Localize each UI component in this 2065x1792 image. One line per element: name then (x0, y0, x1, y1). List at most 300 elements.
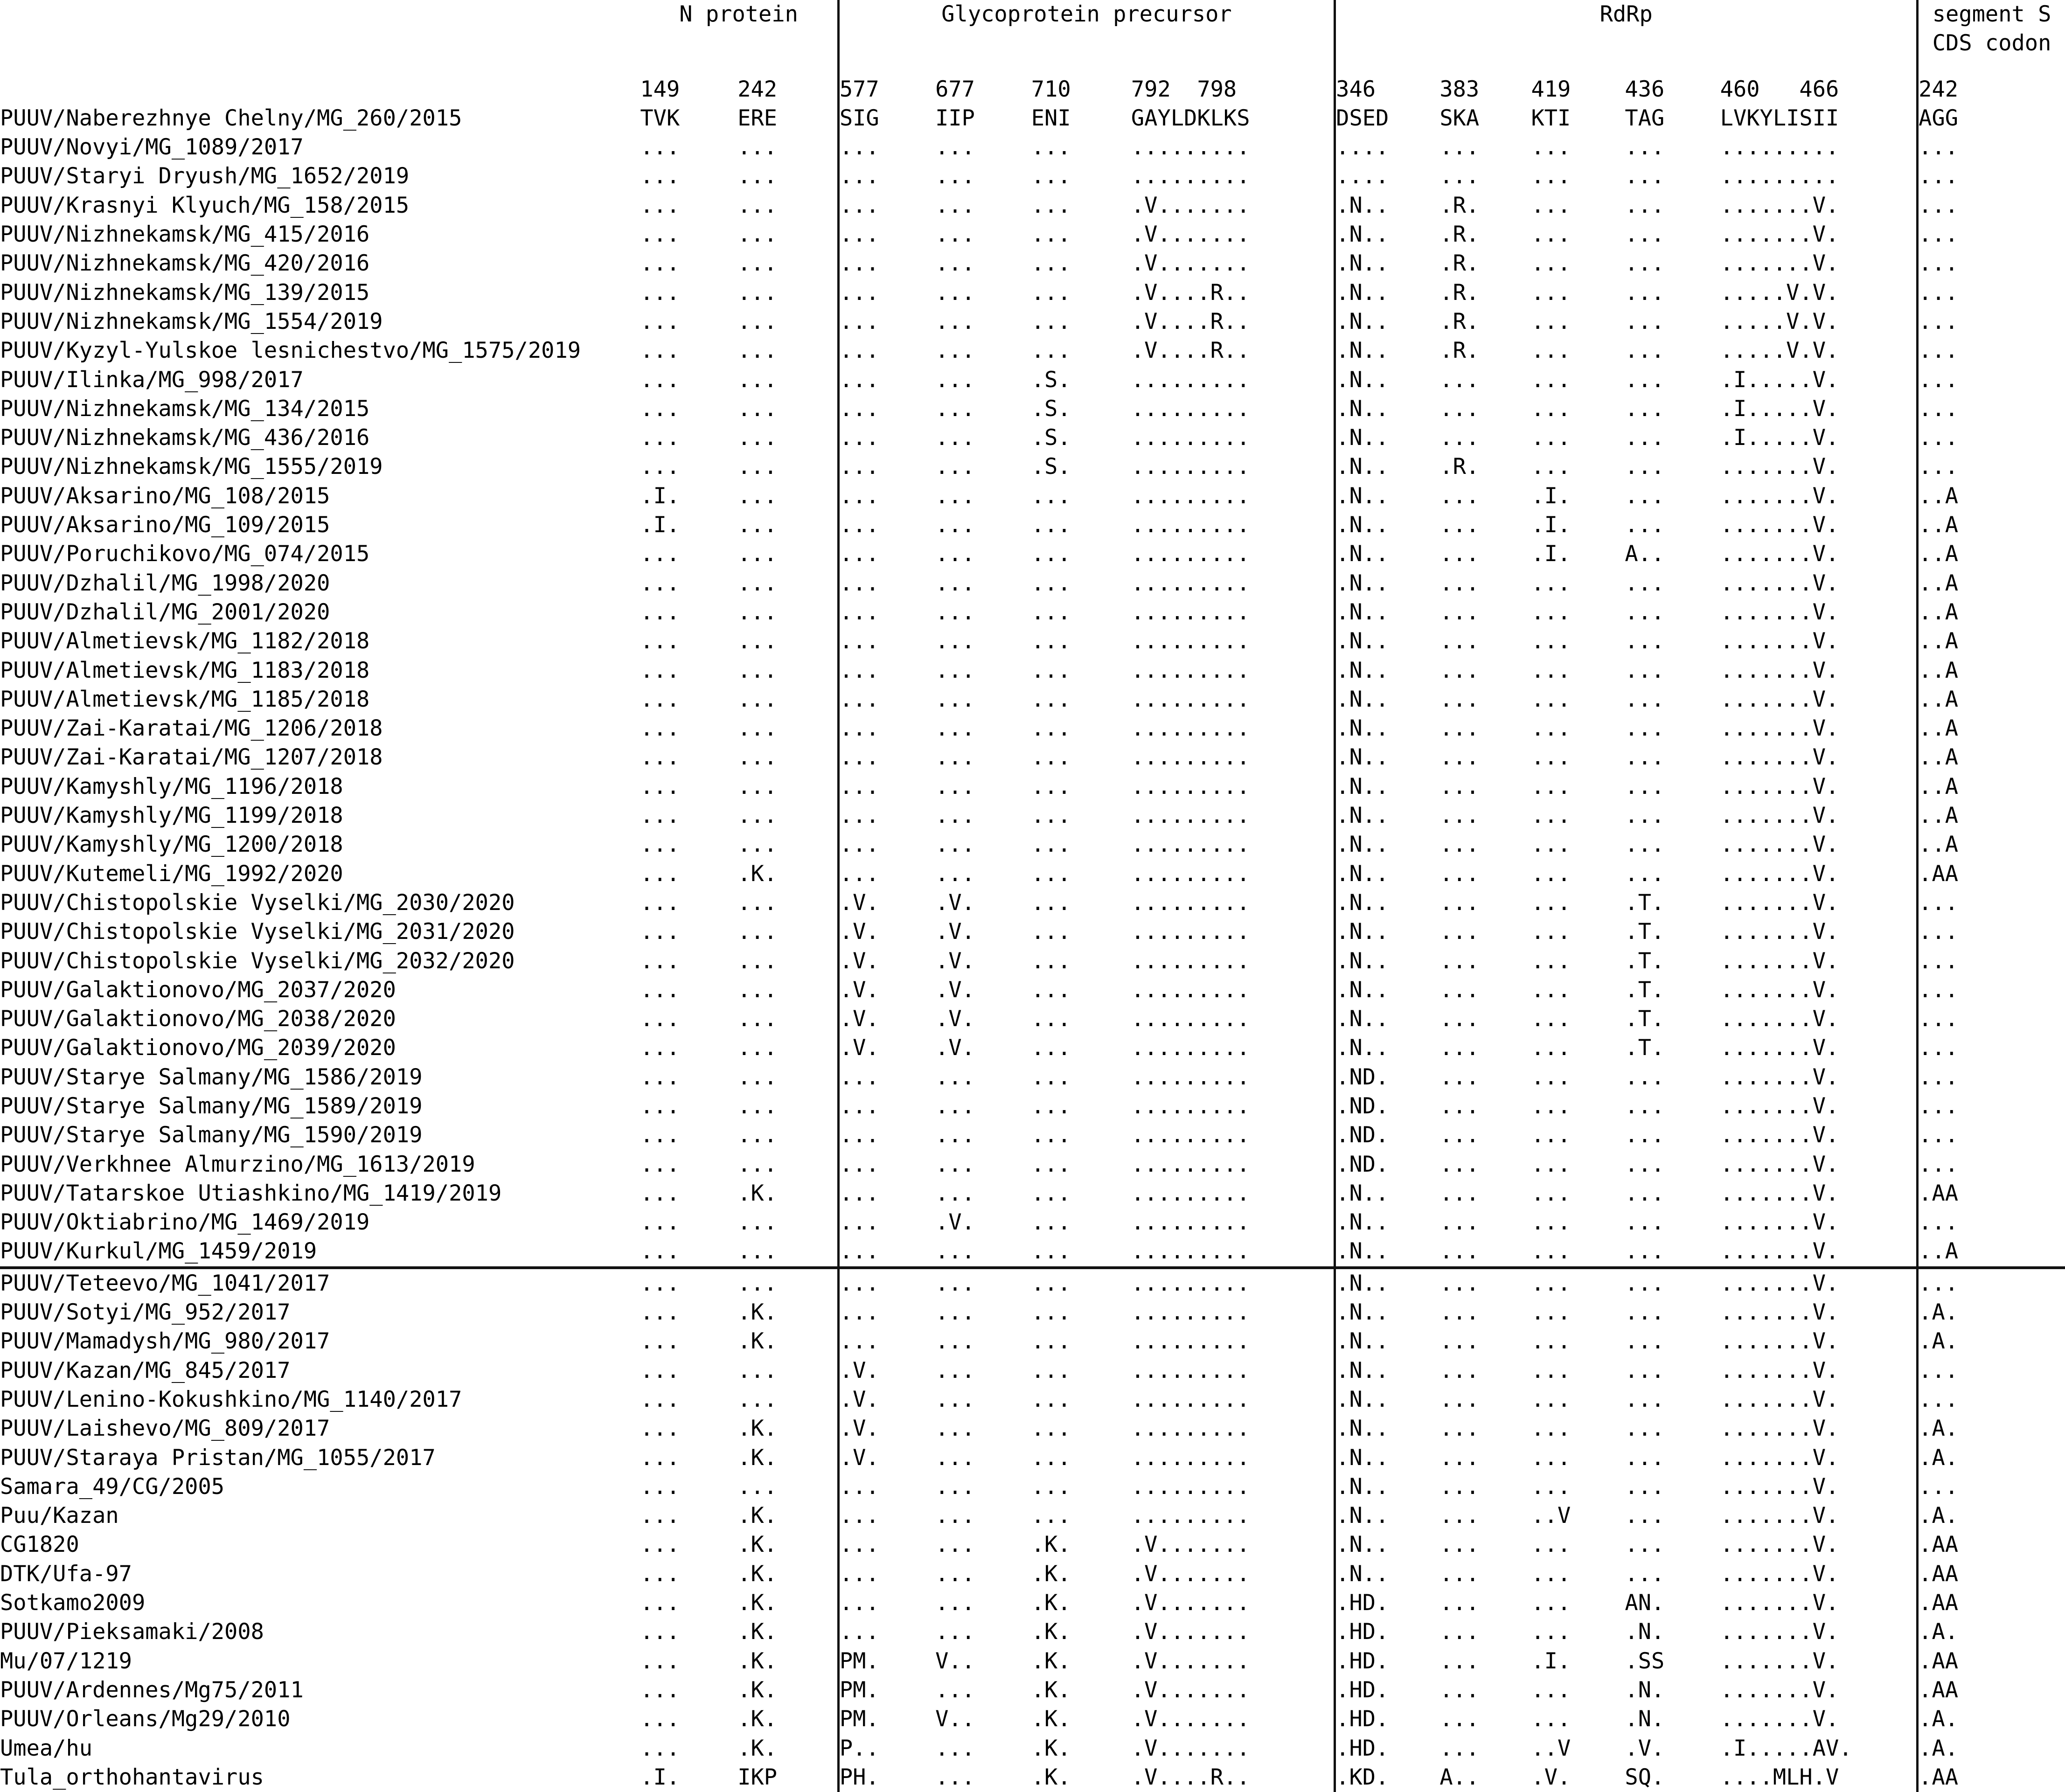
strain-name: PUUV/Dzhalil/MG_1998/2020 (0, 570, 330, 596)
alignment-row (0, 685, 2065, 714)
residue-cell: ... (1918, 424, 2065, 452)
alignment-row (0, 1676, 2065, 1705)
residue-cell: ... (640, 1473, 680, 1500)
residue-cell: .......V. (1720, 541, 1839, 567)
residue-cell: ......... (1131, 396, 1250, 422)
residue-cell: ... (1439, 948, 1480, 974)
residue-cell: ... (737, 367, 778, 393)
alignment-row (0, 482, 2065, 511)
residue-cell: ... (1531, 1209, 1571, 1236)
alignment-row (0, 1327, 2065, 1356)
residue-cell: .K. (1031, 1532, 1071, 1558)
alignment-row (0, 1763, 2065, 1792)
alignment-row (0, 452, 2065, 481)
alignment-row (0, 1560, 2065, 1589)
residue-cell: SQ. (1625, 1764, 1665, 1790)
residue-cell: ... (1531, 134, 1571, 160)
residue-cell: .......V. (1720, 1648, 1839, 1674)
residue-cell: ... (1531, 1590, 1571, 1616)
residue-cell: .K. (1031, 1590, 1071, 1616)
residue-cell: ... (838, 860, 935, 889)
residue-cell: .I. (1531, 483, 1571, 509)
residue-cell: ... (737, 396, 778, 422)
residue-cell: .K. (737, 861, 778, 887)
residue-cell: ... (640, 1706, 680, 1732)
residue-cell: ..A (1918, 482, 2065, 511)
residue-cell: ... (1531, 889, 1571, 916)
residue-cell: ... (1625, 1416, 1665, 1442)
residue-cell: .N. (1625, 1677, 1665, 1703)
residue-cell: ... (1439, 977, 1480, 1003)
residue-cell: .HD. (1335, 1647, 1440, 1676)
residue-cell: .......V. (1720, 1209, 1839, 1236)
residue-cell: .T. (1625, 919, 1665, 945)
residue-cell: ... (737, 541, 778, 567)
strain-name: PUUV/Nizhnekamsk/MG_415/2016 (0, 222, 370, 248)
residue-cell: ... (737, 163, 778, 189)
residue-cell: ... (935, 1561, 975, 1587)
residue-cell: ... (838, 452, 935, 481)
residue-cell: ... (1625, 1503, 1665, 1529)
residue-cell: ... (1031, 134, 1071, 160)
residue-cell: .A. (1918, 1705, 2065, 1734)
residue-cell: ... (935, 1473, 975, 1500)
residue-cell: PM. (838, 1676, 935, 1705)
residue-cell: ... (1439, 512, 1480, 538)
residue-cell: .V. (935, 1006, 975, 1032)
residue-cell: .....V.V. (1720, 338, 1839, 364)
residue-cell: ... (1531, 773, 1571, 799)
residue-cell: .N.. (1335, 452, 1440, 481)
residue-cell: V.. (935, 1648, 975, 1674)
residue-cell: .N. (1625, 1619, 1665, 1645)
residue-cell: .V. (838, 976, 935, 1005)
residue-cell: ......... (1131, 570, 1250, 596)
residue-cell: ... (1031, 948, 1071, 974)
residue-cell: .V. (838, 1356, 935, 1385)
residue-cell: ... (1439, 1093, 1480, 1119)
residue-cell: ... (1439, 1648, 1480, 1674)
residue-cell: .......V. (1720, 1590, 1839, 1616)
strain-name: PUUV/Galaktionovo/MG_2038/2020 (0, 1006, 396, 1032)
residue-cell: .......V. (1720, 454, 1839, 480)
residue-cell: .......V. (1720, 483, 1839, 509)
alignment-row (0, 1034, 2065, 1063)
alignment-row (0, 1121, 2065, 1150)
residue-cell: .N.. (1335, 1530, 1440, 1559)
residue-cell: ... (838, 307, 935, 336)
residue-cell: ... (935, 1386, 975, 1412)
residue-cell: ... (1625, 512, 1665, 538)
group-header-row-2 (0, 29, 2065, 58)
residue-cell: ... (640, 773, 680, 799)
residue-cell: ... (935, 192, 975, 218)
residue-cell: .......V. (1720, 222, 1839, 248)
residue-cell: ... (1918, 1472, 2065, 1501)
residue-cell: ... (640, 686, 680, 712)
residue-cell: .......V. (1720, 977, 1839, 1003)
residue-cell: ... (1625, 861, 1665, 887)
residue-cell: SIG (838, 104, 935, 133)
residue-cell: ......... (1131, 889, 1250, 916)
residue-cell: .A. (1918, 1298, 2065, 1327)
residue-cell: ... (640, 1237, 737, 1267)
residue-cell: ... (1439, 1416, 1480, 1442)
residue-cell: ... (935, 1764, 975, 1790)
residue-cell: ... (838, 1179, 935, 1208)
residue-cell: ... (1031, 861, 1071, 887)
residue-cell: ... (1531, 832, 1571, 858)
residue-cell: ... (1531, 308, 1571, 334)
residue-cell: .......V. (1720, 1237, 1918, 1267)
strain-name: PUUV/Mamadysh/MG_980/2017 (0, 1328, 330, 1354)
residue-cell: .......V. (1720, 889, 1839, 916)
alignment-row (0, 1005, 2065, 1034)
residue-cell: ......... (1131, 1035, 1250, 1061)
residue-cell: .V. (838, 1385, 935, 1414)
residue-cell: .V. (838, 889, 935, 917)
residue-cell: ... (1531, 919, 1571, 945)
residue-cell: ... (1918, 1385, 2065, 1414)
residue-cell: ... (737, 338, 778, 364)
residue-cell: ... (1031, 338, 1071, 364)
residue-cell: .V. (838, 1034, 935, 1063)
residue-cell: .......V. (1720, 1416, 1839, 1442)
alignment-row (0, 1530, 2065, 1559)
residue-cell: .......V. (1720, 1006, 1839, 1032)
alignment-row (0, 772, 2065, 801)
residue-cell: .K. (1031, 1764, 1071, 1790)
residue-cell: .......V. (1720, 1299, 1839, 1326)
position-577: 577 (838, 75, 935, 104)
residue-cell: ... (640, 657, 680, 683)
residue-cell: ... (1531, 1706, 1571, 1732)
residue-cell: ... (1439, 686, 1480, 712)
residue-cell: .......V. (1720, 1532, 1839, 1558)
strain-name: PUUV/Kyzyl-Yulskoe lesnichestvo/MG_1575/2019 (0, 338, 581, 364)
residue-cell: .N. (1625, 1706, 1665, 1732)
residue-cell: TVK (640, 105, 680, 131)
residue-cell: ... (1918, 1208, 2065, 1237)
residue-cell: ... (838, 1298, 935, 1327)
residue-cell: ... (935, 1677, 975, 1703)
residue-cell: ... (1918, 395, 2065, 424)
residue-cell: PM. (838, 1647, 935, 1676)
residue-cell: ... (1439, 1619, 1480, 1645)
residue-cell: .K. (737, 1445, 778, 1471)
residue-cell: ... (1439, 657, 1480, 683)
residue-cell: ... (1531, 1270, 1571, 1296)
residue-cell: .N.. (1335, 947, 1440, 976)
residue-cell: .AA (1918, 1647, 2065, 1676)
residue-cell: .V....... (1131, 1706, 1250, 1732)
alignment-row (0, 627, 2065, 656)
residue-cell: ... (1439, 1064, 1480, 1090)
residue-cell: .N.. (1335, 1237, 1440, 1267)
strain-name: PUUV/Verkhnee Almurzino/MG_1613/2019 (0, 1151, 475, 1177)
strain-name: PUUV/Kamyshly/MG_1199/2018 (0, 803, 343, 829)
residue-cell: ... (1531, 1180, 1571, 1206)
residue-cell: ... (838, 772, 935, 801)
alignment-row (0, 511, 2065, 540)
strain-name: Sotkamo2009 (0, 1590, 146, 1616)
residue-cell: ... (737, 1473, 778, 1500)
residue-cell: .......V. (1720, 1122, 1839, 1148)
residue-cell: .......V. (1720, 1328, 1839, 1354)
residue-cell: ... (1031, 192, 1071, 218)
residue-cell: ... (1918, 1356, 2065, 1385)
residue-cell: ... (935, 541, 975, 567)
residue-cell: .......V. (1720, 1503, 1839, 1529)
residue-cell: ......... (1131, 1093, 1250, 1119)
residue-cell: ... (935, 1328, 975, 1354)
residue-cell: ......... (1131, 861, 1250, 887)
residue-cell: ... (1918, 1005, 2065, 1034)
strain-name: PUUV/Zai-Karatai/MG_1206/2018 (0, 715, 383, 742)
spacer-cell-c (1335, 58, 1918, 75)
residue-cell: ... (1625, 1445, 1665, 1471)
alignment-row (0, 1208, 2065, 1237)
residue-cell: ... (640, 1151, 680, 1177)
residue-cell: ... (737, 686, 778, 712)
residue-cell: .S. (1031, 454, 1071, 480)
residue-cell: .......V. (1720, 657, 1839, 683)
strain-name: Samara_49/CG/2005 (0, 1473, 225, 1500)
residue-cell: ERE (737, 105, 778, 131)
residue-cell: ... (1625, 570, 1665, 596)
residue-cell: .V....... (1131, 1677, 1250, 1703)
residue-cell: ... (1439, 628, 1480, 654)
residue-cell: ... (935, 163, 975, 189)
residue-cell: .V. (838, 917, 935, 946)
residue-cell: ... (1625, 1122, 1665, 1148)
alignment-row (0, 540, 2065, 569)
residue-cell: ......... (1131, 919, 1250, 945)
residue-cell: ... (1031, 279, 1071, 306)
residue-cell: .S. (1031, 425, 1071, 451)
residue-cell: .V. (1625, 1735, 1665, 1761)
residue-cell: .......V. (1720, 1386, 1839, 1412)
residue-cell: SKA (1439, 105, 1480, 131)
strain-name: PUUV/Chistopolskie Vyselki/MG_2031/2020 (0, 919, 515, 945)
residue-cell: ... (1439, 425, 1480, 451)
residue-cell: ... (935, 1619, 975, 1645)
strain-name: PUUV/Aksarino/MG_108/2015 (0, 483, 330, 509)
residue-cell: ... (737, 948, 778, 974)
residue-cell: .V....... (1131, 1619, 1250, 1645)
residue-cell: ... (737, 889, 778, 916)
residue-cell: ... (1031, 1093, 1071, 1119)
residue-cell: ..A (1918, 540, 2065, 569)
position-segment-s-242: 242 (1918, 75, 2065, 104)
residue-cell: .......V. (1720, 832, 1839, 858)
residue-cell: .V....R.. (1131, 308, 1250, 334)
residue-cell: ... (640, 599, 680, 625)
residue-cell: ... (935, 222, 975, 248)
residue-cell: ... (1031, 1180, 1071, 1206)
alignment-row (0, 743, 2065, 772)
residue-cell: ... (640, 134, 680, 160)
residue-cell: ... (1531, 1035, 1571, 1061)
residue-cell: .AA (1918, 1676, 2065, 1705)
residue-cell: .HD. (1335, 1676, 1440, 1705)
residue-cell: .......V. (1720, 1619, 1839, 1645)
residue-cell: ......... (1131, 628, 1250, 654)
residue-cell: ... (935, 1064, 975, 1090)
residue-cell: ... (838, 1237, 935, 1267)
residue-cell: ... (1531, 715, 1571, 742)
residue-cell: ... (1439, 715, 1480, 742)
position-149: 149 (640, 76, 680, 102)
residue-cell: ... (1439, 1735, 1480, 1761)
residue-cell: ....MLH.V (1720, 1764, 1839, 1790)
residue-cell: .V....... (1131, 1735, 1250, 1761)
header-spacer-row (0, 58, 2065, 75)
alignment-row (0, 598, 2065, 627)
residue-cell: ... (1031, 1299, 1071, 1326)
residue-cell: .V....... (1131, 1590, 1250, 1616)
alignment-row (0, 714, 2065, 743)
residue-cell: ... (737, 1151, 778, 1177)
residue-cell: ... (1031, 483, 1071, 509)
residue-cell: ......... (1131, 832, 1250, 858)
residue-cell: .R. (1439, 338, 1480, 364)
position-383: 383 (1439, 76, 1480, 102)
residue-cell: ... (838, 220, 935, 249)
residue-cell: ... (1031, 1445, 1071, 1471)
residue-cell: .T. (1625, 889, 1665, 916)
residue-cell: .N.. (1335, 598, 1440, 627)
residue-cell: .N.. (1335, 1414, 1440, 1443)
residue-cell: ... (640, 163, 680, 189)
residue-cell: ... (1031, 570, 1071, 596)
residue-cell: ... (640, 570, 680, 596)
residue-cell: .ND. (1335, 1121, 1440, 1150)
residue-cell: ... (838, 1121, 935, 1150)
residue-cell: .V....R.. (1131, 1764, 1250, 1790)
residue-cell: ... (1531, 1237, 1625, 1267)
residue-cell: ... (1531, 425, 1571, 451)
residue-cell: .SS (1625, 1648, 1665, 1674)
residue-cell: ... (935, 1270, 975, 1296)
residue-cell: ... (1439, 1561, 1480, 1587)
residue-cell: ... (1031, 1122, 1071, 1148)
residue-cell: ... (640, 1357, 680, 1383)
residue-cell: .N.. (1335, 1179, 1440, 1208)
residue-cell: ... (640, 803, 680, 829)
residue-cell: ... (935, 1445, 975, 1471)
residue-cell: .N.. (1335, 917, 1440, 946)
residue-cell: ... (1531, 570, 1571, 596)
residue-cell: ... (1531, 1445, 1571, 1471)
residue-cell: .K. (1031, 1619, 1071, 1645)
residue-cell: ... (1439, 599, 1480, 625)
residue-cell: .......V. (1720, 744, 1839, 771)
residue-cell: .K. (737, 1180, 778, 1206)
residue-cell: .N.. (1335, 395, 1440, 424)
residue-cell: ......... (1131, 744, 1250, 771)
residue-cell: .......V. (1720, 715, 1839, 742)
residue-cell: .N.. (1335, 685, 1440, 714)
residue-cell: ... (640, 1122, 680, 1148)
residue-cell: .V....... (1131, 192, 1250, 218)
alignment-row (0, 830, 2065, 859)
alignment-row (0, 889, 2065, 917)
residue-cell: ... (1439, 803, 1480, 829)
residue-cell: ... (737, 773, 778, 799)
residue-cell: ... (640, 1416, 680, 1442)
residue-cell: .R. (1439, 279, 1480, 306)
spacer-cell-d (1918, 58, 2065, 75)
residue-cell: ... (640, 1328, 680, 1354)
residue-cell: ... (1531, 250, 1571, 277)
alignment-row (0, 249, 2065, 278)
alignment-row (0, 801, 2065, 830)
residue-cell: ......... (1131, 1416, 1250, 1442)
residue-cell: .K. (737, 1735, 778, 1761)
residue-cell: .HD. (1335, 1589, 1440, 1618)
residue-cell: ... (737, 308, 778, 334)
residue-cell: ... (1531, 861, 1571, 887)
residue-cell: ... (1918, 889, 2065, 917)
strain-name: PUUV/Almetievsk/MG_1182/2018 (0, 628, 370, 654)
residue-cell: ... (640, 250, 680, 277)
residue-cell: ... (1031, 599, 1071, 625)
residue-cell: .V. (1531, 1764, 1571, 1790)
residue-cell: .N.. (1335, 540, 1440, 569)
residue-cell: ... (1531, 1064, 1571, 1090)
residue-cell: .K. (737, 1648, 778, 1674)
residue-cell: .......V. (1720, 1706, 1839, 1732)
residue-cell: ......... (1131, 1122, 1250, 1148)
residue-cell: .AA (1918, 1560, 2065, 1589)
alignment-row (0, 1618, 2065, 1646)
alignment-row (0, 976, 2065, 1005)
residue-cell: ... (1918, 1150, 2065, 1179)
residue-cell: ......... (1131, 1445, 1250, 1471)
residue-cell: .K. (737, 1706, 778, 1732)
residue-cell: IKP (737, 1764, 778, 1790)
residue-cell: ... (1031, 1006, 1071, 1032)
residue-cell: ... (1531, 1357, 1571, 1383)
residue-cell: ... (737, 279, 778, 306)
residue-cell: ......... (1131, 1237, 1335, 1267)
residue-cell: .......V. (1720, 1035, 1839, 1061)
residue-cell: .N.. (1335, 889, 1440, 917)
residue-cell: .R. (1439, 250, 1480, 277)
residue-cell: ... (1439, 1445, 1480, 1471)
alignment-row (0, 1356, 2065, 1385)
residue-cell: .S. (1031, 396, 1071, 422)
alignment-row (0, 1444, 2065, 1472)
residue-cell: .V. (935, 948, 975, 974)
residue-cell: ... (1918, 366, 2065, 395)
residue-cell: ... (640, 1064, 680, 1090)
residue-cell: ... (640, 744, 680, 771)
residue-cell: ... (1918, 452, 2065, 481)
residue-cell: .A. (1918, 1734, 2065, 1763)
residue-cell: ......... (1131, 1473, 1250, 1500)
alignment-row (0, 307, 2065, 336)
residue-cell: ... (640, 832, 680, 858)
residue-cell: ... (935, 1532, 975, 1558)
residue-cell: ... (838, 133, 935, 162)
residue-cell: .N.. (1335, 743, 1440, 772)
residue-cell: ... (1439, 1270, 1480, 1296)
residue-cell: ......... (1131, 599, 1250, 625)
strain-name: PUUV/Kazan/MG_845/2017 (0, 1357, 291, 1383)
residue-cell: AN. (1625, 1590, 1665, 1616)
